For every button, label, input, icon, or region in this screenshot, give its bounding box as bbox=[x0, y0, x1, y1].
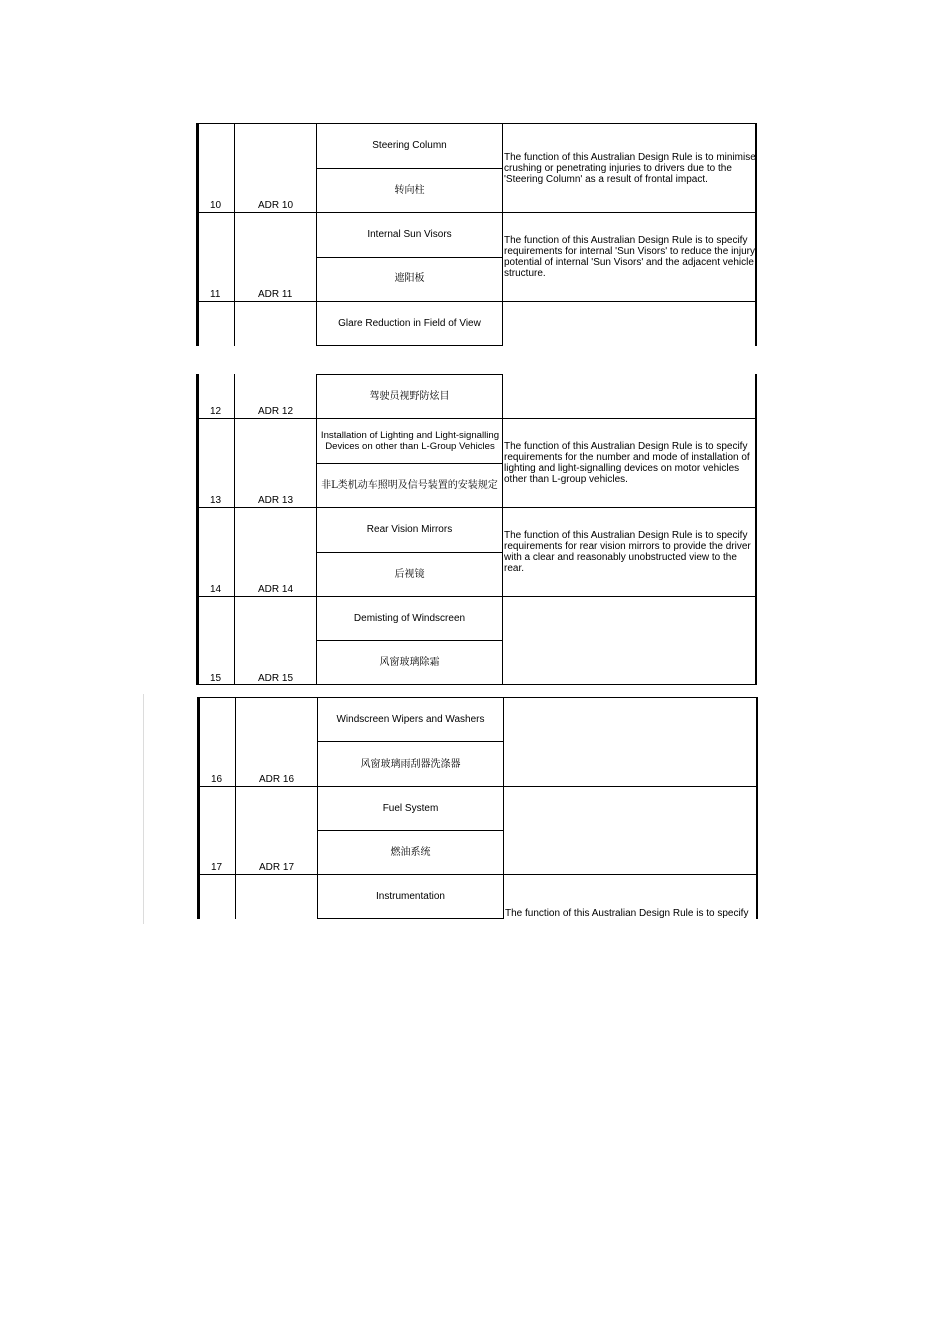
row-number: 16 bbox=[211, 774, 223, 785]
rule-title-cn: 转向柱 bbox=[394, 185, 425, 196]
row-number: 15 bbox=[210, 673, 222, 684]
adr-code: ADR 13 bbox=[258, 495, 294, 506]
row-number: 13 bbox=[210, 495, 222, 506]
rule-title-cn: 驾驶员视野防炫目 bbox=[369, 391, 450, 402]
rule-title-en: Demisting of Windscreen bbox=[353, 613, 466, 624]
row-number: 17 bbox=[211, 862, 223, 873]
rule-title-en: Windscreen Wipers and Washers bbox=[336, 714, 485, 725]
rule-title-en: Steering Column bbox=[372, 140, 447, 151]
rule-description: The function of this Australian Design Rule is to specify requirements for the number and mode of installation of lighting and light-signalling devices on motor vehicles other than L-group vehicles. bbox=[504, 441, 750, 485]
page-margin-rule bbox=[143, 694, 144, 924]
adr-code: ADR 16 bbox=[259, 774, 295, 785]
rule-title-cn: 遮阳板 bbox=[394, 273, 425, 284]
rule-title-en: Instrumentation bbox=[376, 891, 445, 902]
adr-code: ADR 14 bbox=[258, 584, 294, 595]
rule-title-cn: 非L类机动车照明及信号装置的安装规定 bbox=[321, 480, 498, 491]
rule-description: The function of this Australian Design Rule is to specify bbox=[505, 908, 749, 919]
rule-title-en: Installation of Lighting and Light-signalling Devices on other than L-Group Vehicles bbox=[320, 430, 500, 452]
row-number: 12 bbox=[210, 406, 222, 417]
adr-code: ADR 15 bbox=[258, 673, 294, 684]
rule-description: The function of this Australian Design Rule is to minimise crushing or penetrating injuries to drivers due to the 'Steering Column' as a result of frontal impact. bbox=[504, 152, 756, 185]
adr-code: ADR 10 bbox=[258, 200, 294, 211]
rule-title-cn: 风窗玻璃雨刮器洗涤器 bbox=[360, 759, 461, 770]
rule-title-en: Glare Reduction in Field of View bbox=[338, 318, 481, 329]
rule-title-en: Fuel System bbox=[382, 803, 439, 814]
row-number: 11 bbox=[210, 289, 221, 300]
row-number: 10 bbox=[210, 200, 222, 211]
adr-code: ADR 17 bbox=[259, 862, 295, 873]
rule-description: The function of this Australian Design Rule is to specify requirements for rear vision mirrors to provide the driver with a clear and reasonably unobstructed view to the rear. bbox=[504, 530, 751, 574]
rule-title-en: Rear Vision Mirrors bbox=[366, 524, 453, 535]
rule-title-cn: 后视镜 bbox=[394, 569, 425, 580]
adr-code: ADR 12 bbox=[258, 406, 294, 417]
row-number: 14 bbox=[210, 584, 222, 595]
rule-title-cn: 风窗玻璃除霜 bbox=[379, 657, 440, 668]
rule-description: The function of this Australian Design Rule is to specify requirements for internal 'Sun Visors' to reduce the injury potential of internal 'Sun Visors' and the adjacent vehicle structure. bbox=[504, 235, 755, 279]
rule-title-cn: 燃油系统 bbox=[390, 847, 431, 858]
adr-code: ADR 11 bbox=[258, 289, 293, 300]
rule-title-en: Internal Sun Visors bbox=[367, 229, 452, 240]
